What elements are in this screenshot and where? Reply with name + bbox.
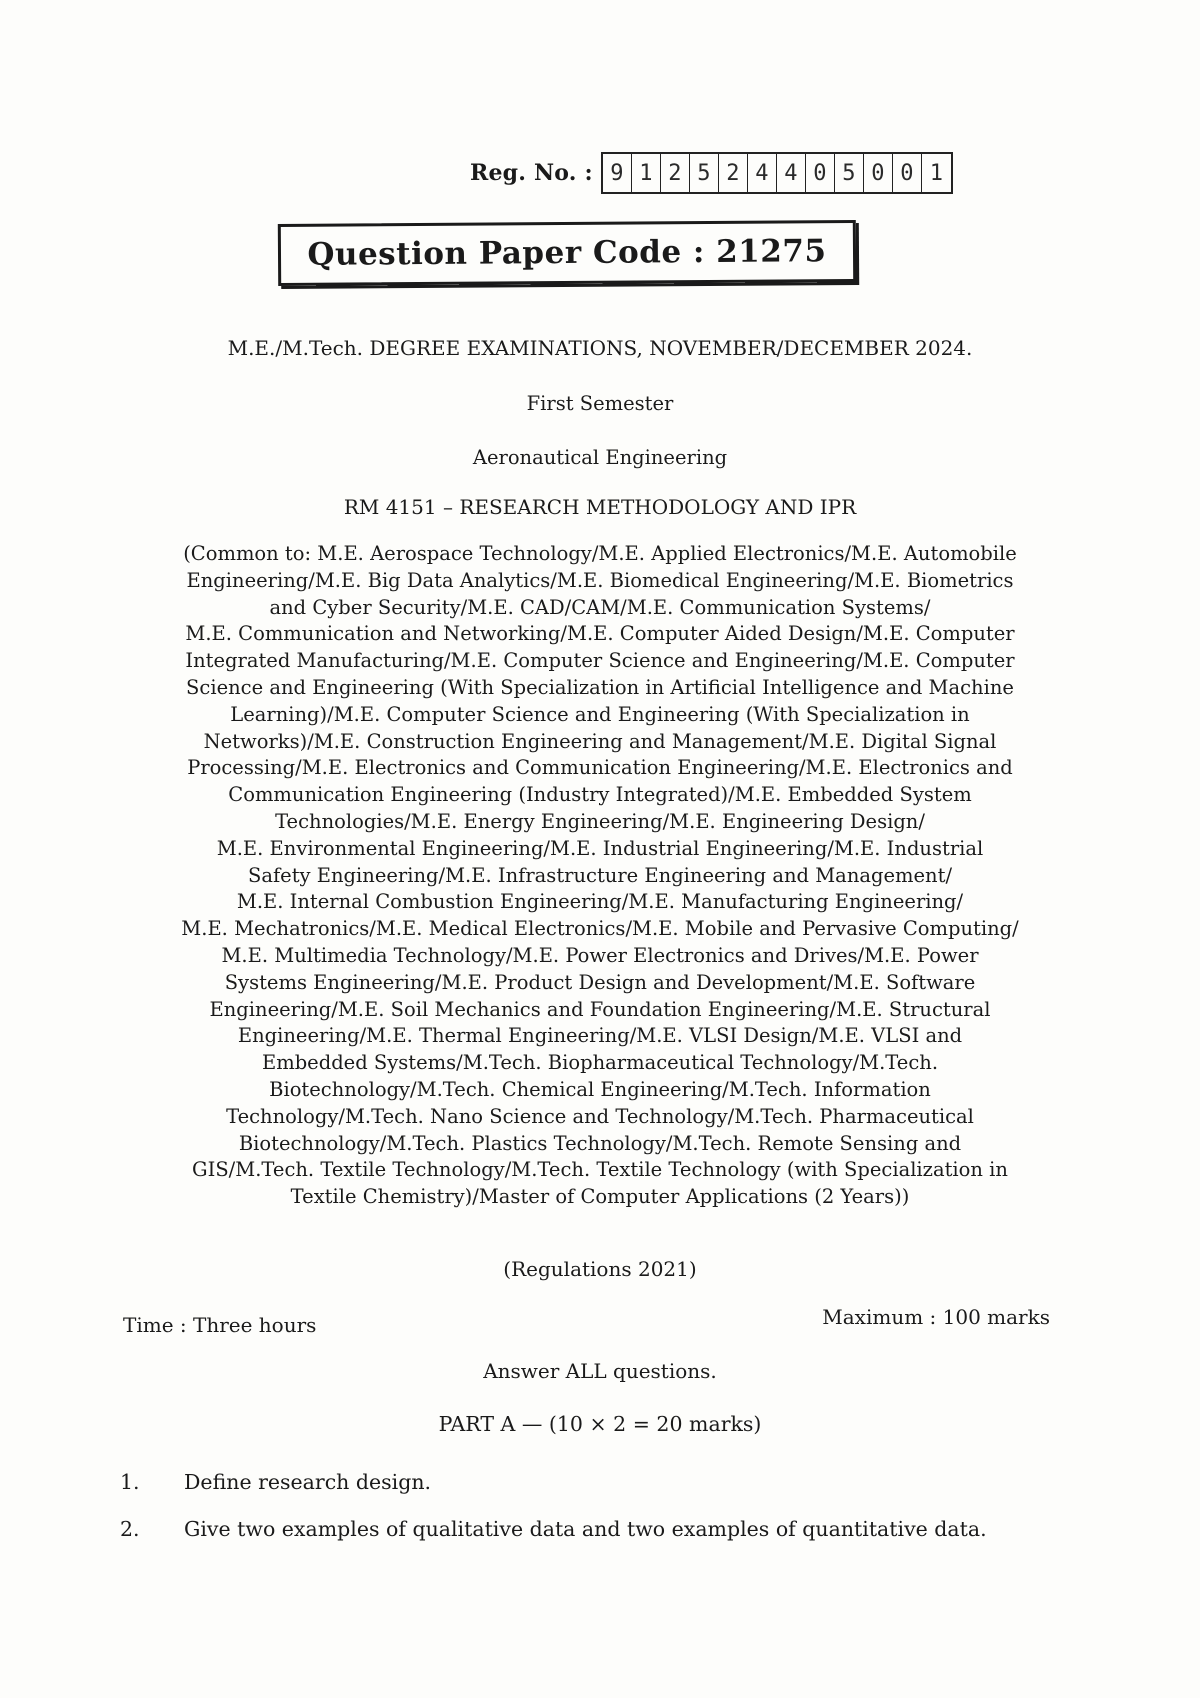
common-line: Communication Engineering (Industry Integrated)/M.E. Embedded System — [228, 783, 972, 807]
reg-digit: 5 — [835, 154, 864, 192]
question-item — [120, 1470, 431, 1494]
maximum-marks: Maximum : 100 marks — [822, 1305, 1050, 1329]
common-line: M.E. Environmental Engineering/M.E. Industrial Engineering/M.E. Industrial — [216, 836, 984, 860]
question-number: 1. — [120, 1470, 140, 1494]
common-line: M.E. Internal Combustion Engineering/M.E. Manufacturing Engineering/ — [236, 890, 964, 914]
common-line: Biotechnology/M.Tech. Chemical Engineering/M.Tech. Information — [269, 1077, 931, 1101]
common-line: Integrated Manufacturing/M.E. Computer Science and Engineering/M.E. Computer — [185, 649, 1015, 673]
common-line: Networks)/M.E. Construction Engineering and Management/M.E. Digital Signal — [203, 729, 997, 753]
question-number: 2. — [120, 1517, 140, 1541]
common-line: Science and Engineering (With Specialization in Artificial Intelligence and Machine — [186, 675, 1014, 699]
common-line: Processing/M.E. Electronics and Communication Engineering/M.E. Electronics and — [187, 756, 1013, 780]
question-paper-code: Question Paper Code : 21275 — [307, 233, 827, 273]
common-to-programmes — [110, 541, 1090, 1211]
reg-digit: 4 — [748, 154, 777, 192]
common-line: and Cyber Security/M.E. CAD/CAM/M.E. Communication Systems/ — [269, 595, 931, 619]
reg-digit: 0 — [864, 154, 893, 192]
reg-number — [470, 152, 953, 194]
common-line: Biotechnology/M.Tech. Plastics Technology/M.Tech. Remote Sensing and — [238, 1131, 962, 1155]
regulations: (Regulations 2021) — [503, 1257, 697, 1281]
reg-digit: 1 — [632, 154, 661, 192]
branch: Aeronautical Engineering — [472, 446, 728, 469]
reg-digit: 0 — [893, 154, 922, 192]
common-line: GIS/M.Tech. Textile Technology/M.Tech. Textile Technology (with Specialization in — [192, 1158, 1008, 1182]
common-line: M.E. Communication and Networking/M.E. Computer Aided Design/M.E. Computer — [185, 622, 1015, 646]
question-text: Give two examples of qualitative data and two examples of quantitative data. — [184, 1517, 987, 1541]
common-line: Textile Chemistry)/Master of Computer Applications (2 Years)) — [290, 1185, 910, 1209]
instruction: Answer ALL questions. — [483, 1359, 717, 1383]
reg-digit: 2 — [719, 154, 748, 192]
common-line: Engineering/M.E. Soil Mechanics and Foundation Engineering/M.E. Structural — [209, 997, 991, 1021]
common-line: M.E. Mechatronics/M.E. Medical Electronics/M.E. Mobile and Pervasive Computing/ — [181, 917, 1019, 941]
time-allowed: Time : Three hours — [123, 1313, 317, 1337]
common-line: Embedded Systems/M.Tech. Biopharmaceutical Technology/M.Tech. — [261, 1051, 939, 1075]
question-text: Define research design. — [184, 1470, 432, 1494]
common-line: Systems Engineering/M.E. Product Design and Development/M.E. Software — [224, 970, 976, 994]
common-line: Technology/M.Tech. Nano Science and Technology/M.Tech. Pharmaceutical — [226, 1104, 974, 1128]
question-paper-code-box — [278, 220, 856, 286]
common-line: Engineering/M.E. Thermal Engineering/M.E. VLSI Design/M.E. VLSI and — [237, 1024, 963, 1048]
common-line: Safety Engineering/M.E. Infrastructure Engineering and Management/ — [247, 863, 953, 887]
reg-digit: 2 — [661, 154, 690, 192]
common-line: Engineering/M.E. Big Data Analytics/M.E. Biomedical Engineering/M.E. Biometrics — [186, 568, 1014, 592]
common-line: (Common to: M.E. Aerospace Technology/M.E. Applied Electronics/M.E. Automobile — [183, 542, 1017, 565]
reg-digit: 5 — [690, 154, 719, 192]
reg-digit-boxes — [601, 152, 953, 194]
reg-label: Reg. No. : — [470, 160, 593, 186]
reg-digit: 4 — [777, 154, 806, 192]
reg-digit: 0 — [806, 154, 835, 192]
part-a-heading: PART A — (10 × 2 = 20 marks) — [438, 1412, 762, 1436]
common-line: M.E. Multimedia Technology/M.E. Power Electronics and Drives/M.E. Power — [221, 943, 979, 967]
question-item — [120, 1517, 987, 1541]
reg-digit: 1 — [929, 160, 943, 186]
semester: First Semester — [526, 392, 674, 415]
common-line: Learning)/M.E. Computer Science and Engineering (With Specialization in — [230, 702, 970, 726]
reg-digit: 9 — [603, 154, 632, 192]
subject-title: RM 4151 – RESEARCH METHODOLOGY AND IPR — [343, 495, 857, 519]
degree-title: M.E./M.Tech. DEGREE EXAMINATIONS, NOVEMBER/DECEMBER 2024. — [227, 336, 973, 360]
common-line: Technologies/M.E. Energy Engineering/M.E. Engineering Design/ — [275, 809, 925, 833]
